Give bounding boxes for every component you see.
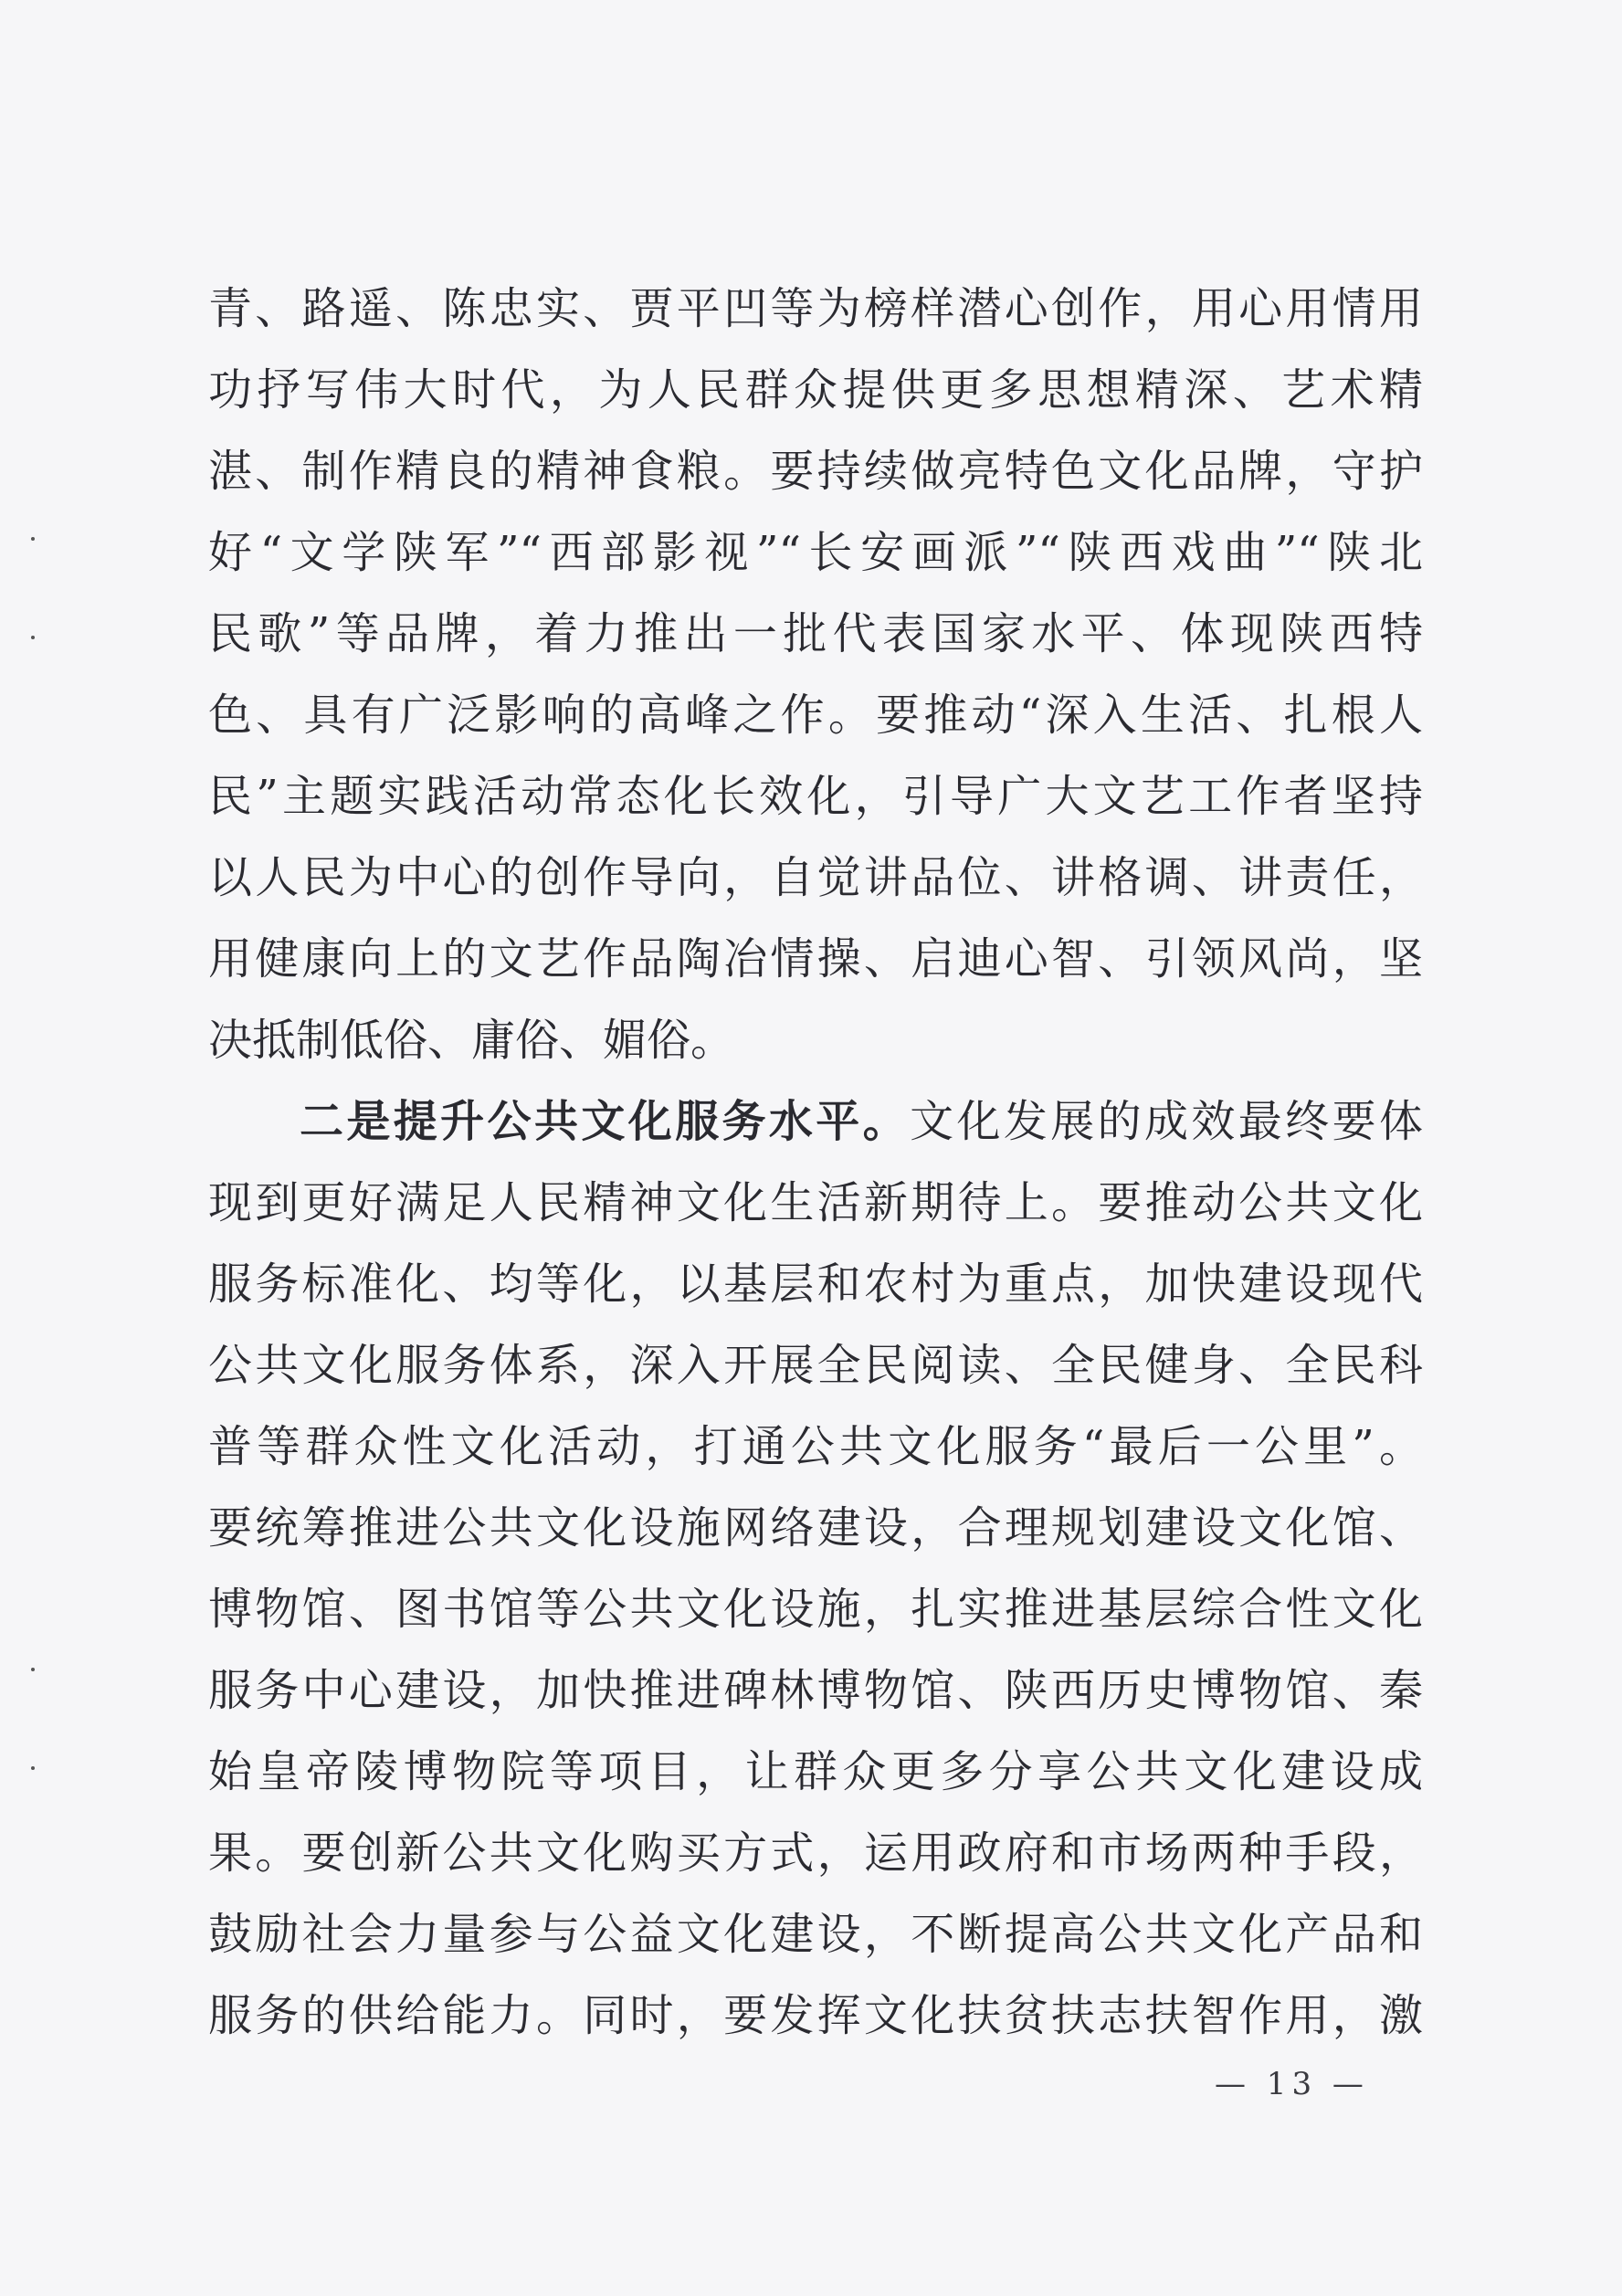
text-line: 服务的供给能力。同时，要发挥文化扶贫扶志扶智作用，激	[208, 1990, 1423, 2041]
text-line: 公共文化服务体系，深入开展全民阅读、全民健身、全民科	[208, 1340, 1423, 1391]
text-line: 以人民为中心的创作导向，自觉讲品位、讲格调、讲责任，	[208, 852, 1423, 903]
text-line: 要统筹推进公共文化设施网络建设，合理规划建设文化馆、	[208, 1502, 1423, 1553]
text-line: 始皇帝陵博物院等项目，让群众更多分享公共文化建设成	[208, 1746, 1423, 1797]
paragraph-first-line	[208, 1081, 1423, 1163]
text-line: 决抵制低俗、庸俗、媚俗。	[208, 1015, 735, 1066]
text-line: 民”主题实践活动常态化长效化，引导广大文艺工作者坚持	[208, 771, 1423, 822]
text-line: 鼓励社会力量参与公益文化建设，不断提高公共文化产品和	[208, 1909, 1423, 1960]
text-line: 用健康向上的文艺作品陶冶情操、启迪心智、引领风尚，坚	[208, 933, 1423, 985]
binding-hole-mark	[31, 537, 35, 541]
heading-followup-text: 文化发展的成效最终要体	[910, 1096, 1423, 1147]
paragraph-public-culture	[208, 1081, 1423, 2057]
paragraph-continuation	[208, 269, 1423, 1081]
text-line: 普等群众性文化活动，打通公共文化服务“最后一公里”。	[208, 1421, 1423, 1472]
text-line: 青、路遥、陈忠实、贾平凹等为榜样潜心创作，用心用情用	[208, 283, 1423, 334]
binding-hole-mark	[31, 1766, 35, 1770]
text-line: 服务中心建设，加快推进碑林博物馆、陕西历史博物馆、秦	[208, 1665, 1423, 1716]
document-body	[208, 269, 1423, 2057]
text-line: 博物馆、图书馆等公共文化设施，扎实推进基层综合性文化	[208, 1584, 1423, 1635]
text-line: 服务标准化、均等化，以基层和农村为重点，加快建设现代	[208, 1259, 1423, 1310]
binding-hole-mark	[31, 1668, 35, 1671]
text-line: 现到更好满足人民精神文化生活新期待上。要推动公共文化	[208, 1177, 1423, 1228]
text-line: 果。要创新公共文化购买方式，运用政府和市场两种手段，	[208, 1827, 1423, 1879]
text-line: 民歌”等品牌，着力推出一批代表国家水平、体现陕西特	[208, 608, 1423, 659]
section-heading: 二是提升公共文化服务水平。	[300, 1096, 911, 1147]
text-line: 功抒写伟大时代，为人民群众提供更多思想精深、艺术精	[208, 364, 1423, 416]
binding-hole-mark	[31, 636, 35, 639]
text-line: 好“文学陕军”“西部影视”“长安画派”“陕西戏曲”“陕北	[208, 527, 1423, 578]
text-line: 湛、制作精良的精神食粮。要持续做亮特色文化品牌，守护	[208, 446, 1423, 497]
page-number: — 13 —	[1215, 2066, 1369, 2102]
text-line: 色、具有广泛影响的高峰之作。要推动“深入生活、扎根人	[208, 690, 1423, 741]
